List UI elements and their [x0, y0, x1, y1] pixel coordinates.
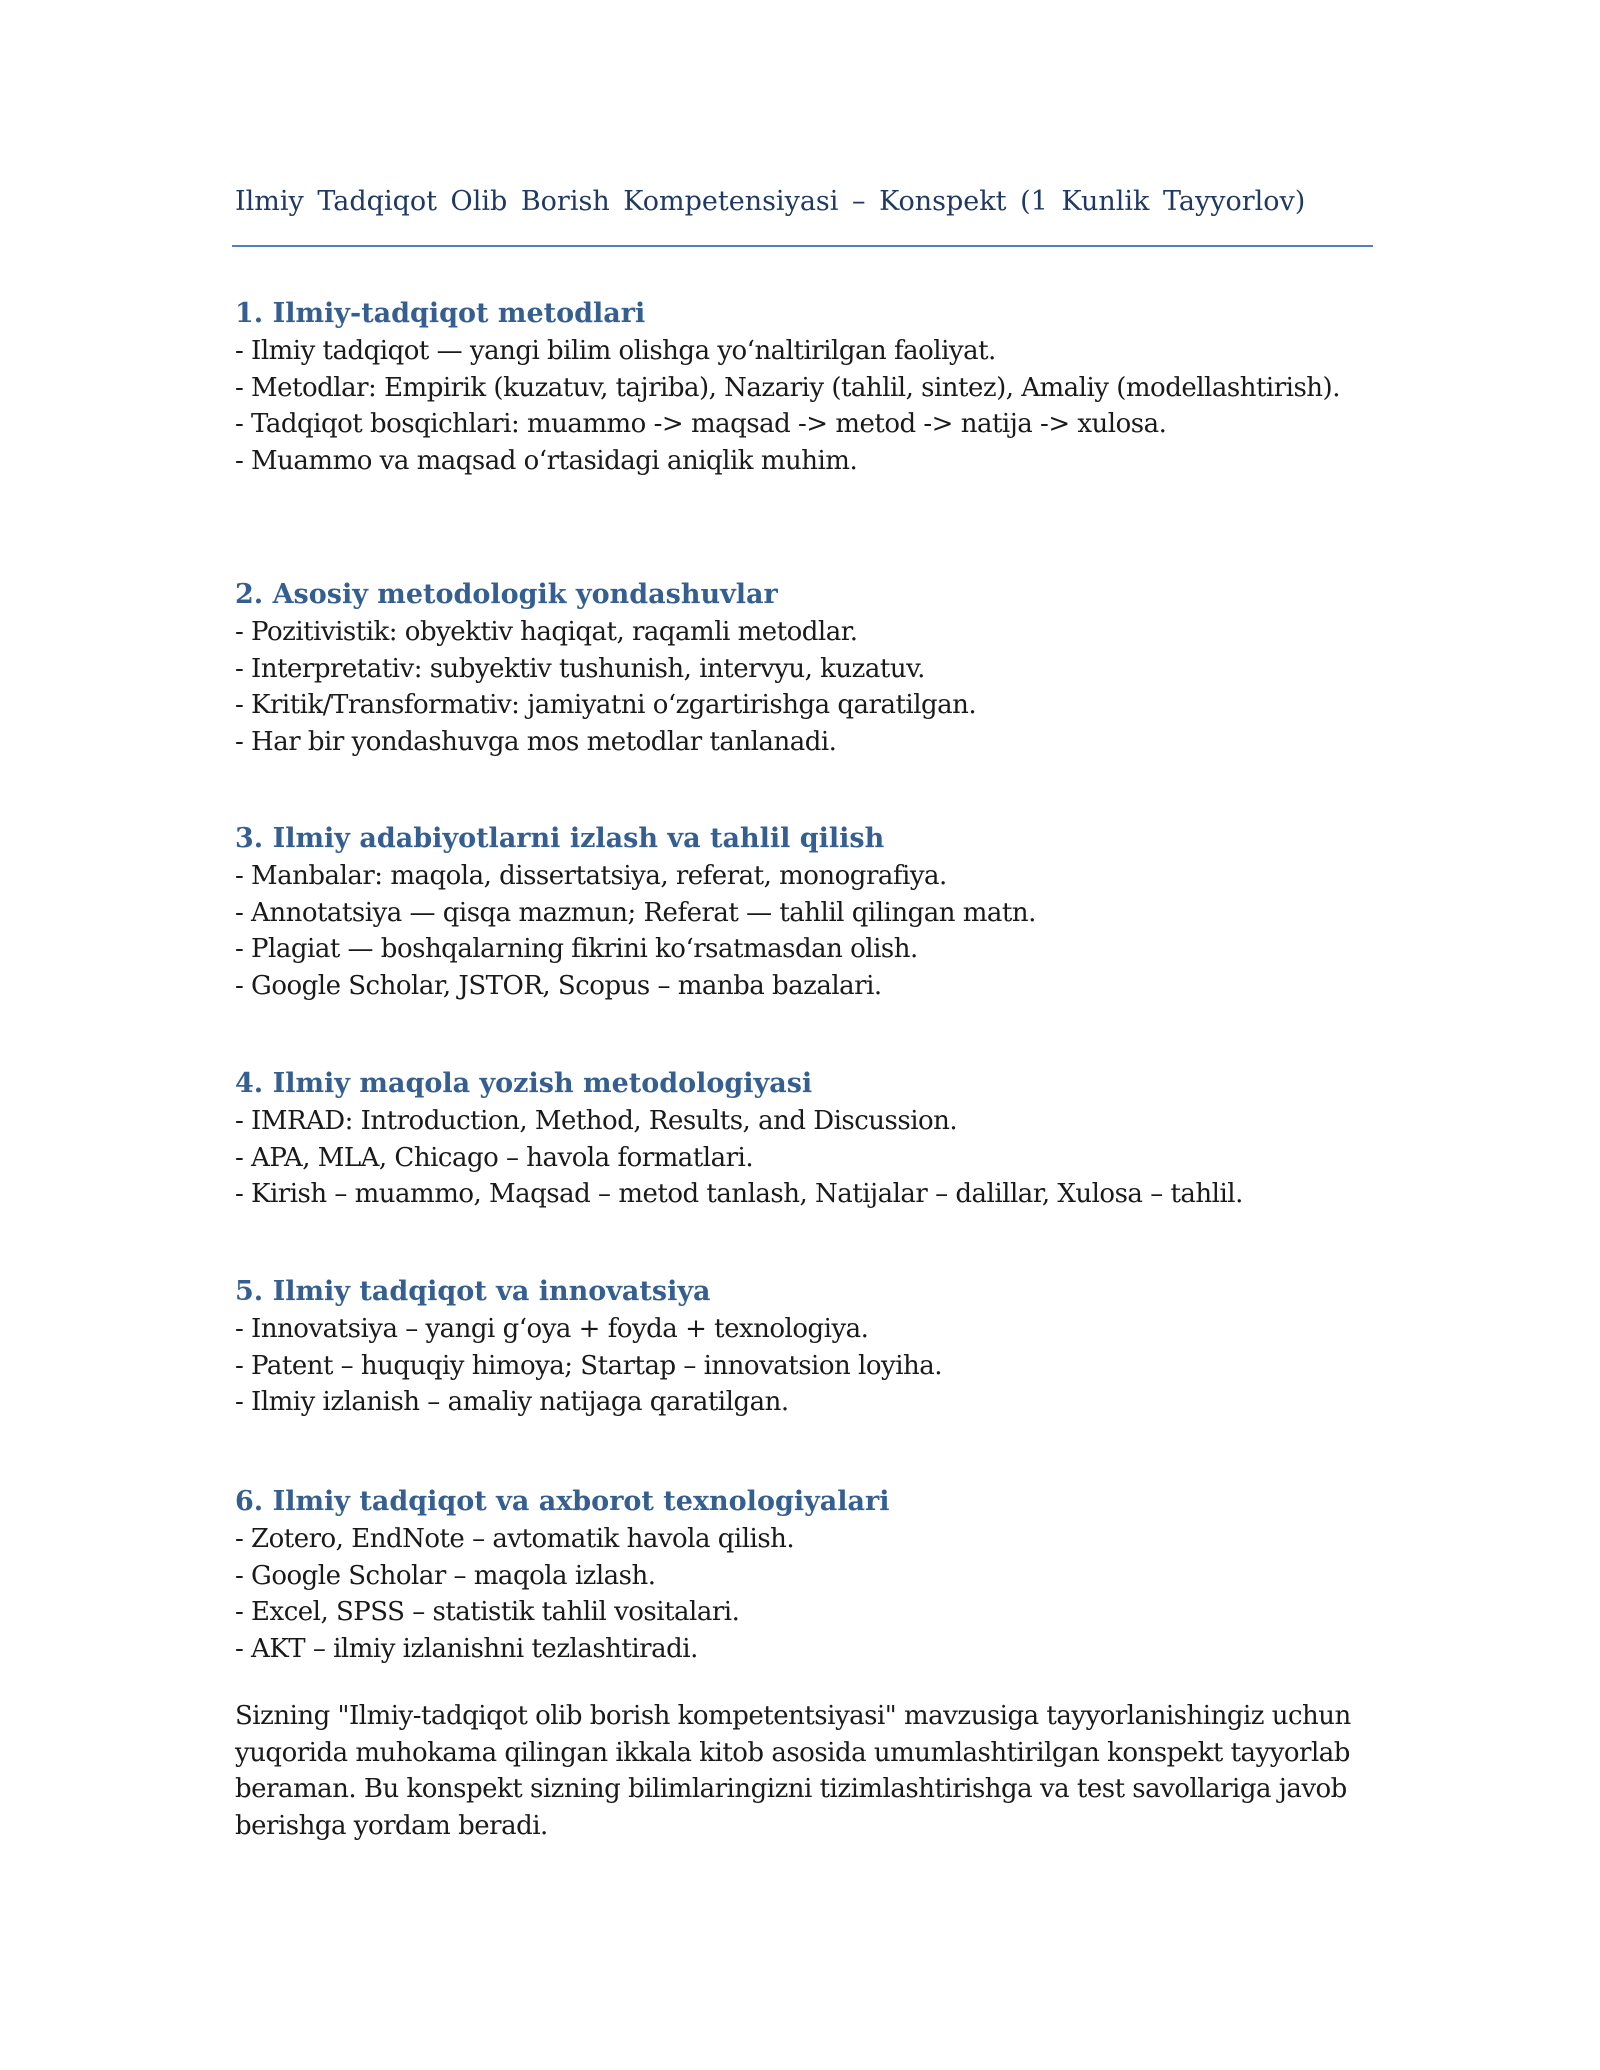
list-item: - IMRAD: Introduction, Method, Results, and Discussion.: [235, 1106, 958, 1136]
section-list: [235, 858, 1365, 1004]
section-information-technology: [235, 1484, 1365, 1667]
list-item: - Google Scholar, JSTOR, Scopus – manba bazalari.: [235, 970, 882, 1001]
section-heading: 1. Ilmiy-tadqiqot metodlari: [235, 298, 646, 329]
list-item: - AKT – ilmiy izlanishni tezlashtiradi.: [235, 1633, 698, 1664]
list-item: - Kirish – muammo, Maqsad – metod tanlash, Natijalar – dalillar, Xulosa – tahlil.: [235, 1179, 1243, 1209]
section-innovation: [235, 1274, 1365, 1421]
list-item: - APA, MLA, Chicago – havola formatlari.: [235, 1142, 754, 1173]
list-item: - Zotero, EndNote – avtomatik havola qilish.: [235, 1524, 795, 1554]
section-list: [235, 1521, 1365, 1667]
list-item: - Ilmiy izlanish – amaliy natijaga qaratilgan.: [235, 1387, 789, 1417]
list-item: - Pozitivistik: obyektiv haqiqat, raqamli metodlar.: [235, 617, 858, 647]
list-item: - Google Scholar – maqola izlash.: [235, 1560, 656, 1591]
section-research-methods: [235, 296, 1365, 479]
list-item: - Har bir yondashuvga mos metodlar tanlanadi.: [235, 726, 837, 757]
document-title: Ilmiy Tadqiqot Olib Borish Kompetensiyasi – Konspekt (1 Kunlik Tayyorlov): [235, 186, 1306, 217]
list-item: - Metodlar: Empirik (kuzatuv, tajriba), Nazariy (tahlil, sintez), Amaliy (modellashtirish).: [235, 372, 1340, 403]
section-heading: 4. Ilmiy maqola yozish metodologiyasi: [235, 1068, 813, 1099]
list-item: - Plagiat — boshqalarning fikrini ko‘rsatmasdan olish.: [235, 934, 918, 964]
list-item: - Innovatsiya – yangi g‘oya + foyda + texnologiya.: [235, 1314, 869, 1344]
section-heading: 3. Ilmiy adabiyotlarni izlash va tahlil qilish: [235, 823, 885, 854]
list-item: - Annotatsiya — qisqa mazmun; Referat — tahlil qilingan matn.: [235, 897, 1036, 928]
list-item: - Patent – huquqiy himoya; Startap – innovatsion loyiha.: [235, 1350, 943, 1381]
section-heading: 2. Asosiy metodologik yondashuvlar: [235, 579, 778, 610]
title-underline: [232, 245, 1373, 247]
closing-paragraph: Sizning "Ilmiy-tadqiqot olib borish kompetentsiyasi" mavzusiga tayyorlanishingiz uchun yuqorida muhokama qilingan ikkala kitob asosida umumlashtirilgan konspekt tayyorlab beraman. Bu konspekt sizning bilimlaringizni tizimlashtirishga va test savollariga javob berishga yordam beradi.: [235, 1701, 1351, 1841]
section-article-writing: [235, 1066, 1365, 1213]
section-list: [235, 614, 1365, 760]
section-list: [235, 333, 1365, 479]
list-item: - Interpretativ: subyektiv tushunish, intervyu, kuzatuv.: [235, 653, 925, 684]
list-item: - Manbalar: maqola, dissertatsiya, referat, monografiya.: [235, 861, 947, 891]
section-methodological-approaches: [235, 577, 1365, 760]
section-heading: 5. Ilmiy tadqiqot va innovatsiya: [235, 1276, 711, 1307]
section-literature-search: [235, 821, 1365, 1004]
list-item: - Excel, SPSS – statistik tahlil vositalari.: [235, 1597, 740, 1627]
section-heading: 6. Ilmiy tadqiqot va axborot texnologiyalari: [235, 1486, 890, 1517]
section-list: [235, 1103, 1365, 1213]
section-list: [235, 1311, 1365, 1421]
list-item: - Kritik/Transformativ: jamiyatni o‘zgartirishga qaratilgan.: [235, 690, 977, 720]
list-item: - Muammo va maqsad o‘rtasidagi aniqlik muhim.: [235, 445, 858, 476]
list-item: - Ilmiy tadqiqot — yangi bilim olishga yo‘naltirilgan faoliyat.: [235, 336, 996, 366]
list-item: - Tadqiqot bosqichlari: muammo -> maqsad -> metod -> natija -> xulosa.: [235, 409, 1167, 439]
